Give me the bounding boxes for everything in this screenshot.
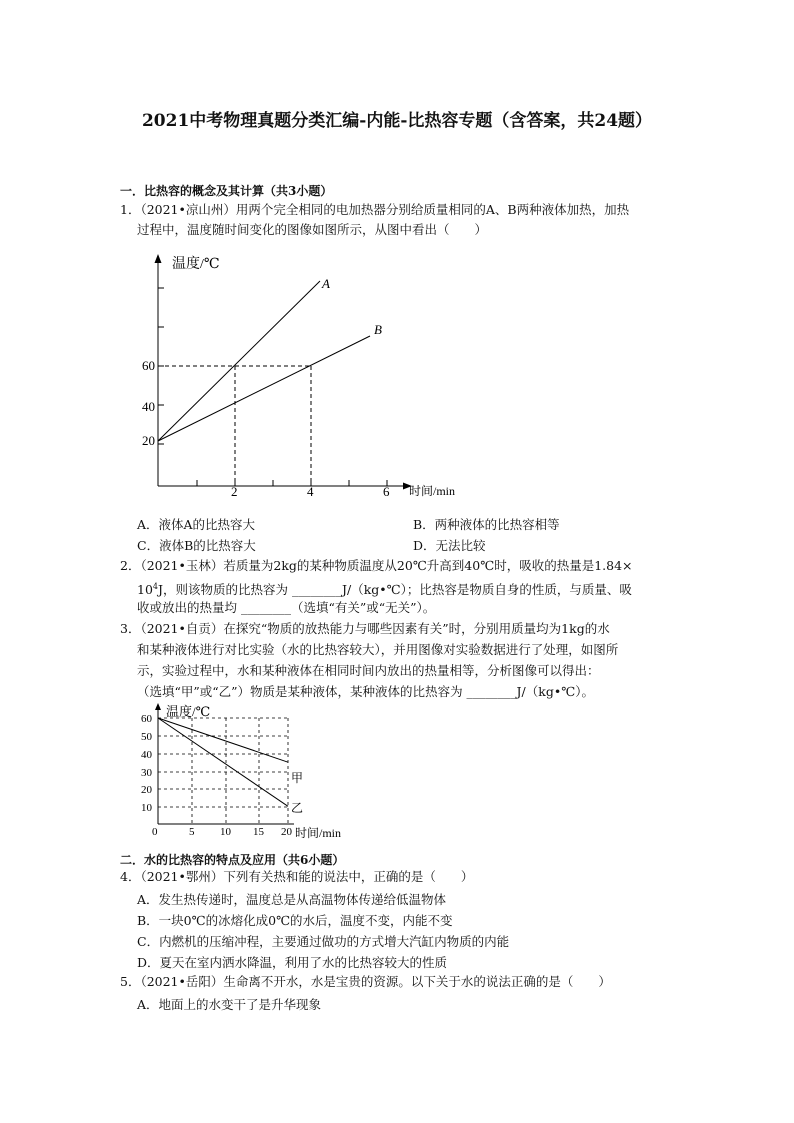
q5-option-a[interactable]: A．地面上的水变干了是升华现象: [137, 997, 322, 1012]
chart-2-x-tick-label-15: 15: [253, 826, 264, 838]
chart-2-x-tick-label-20: 20: [281, 826, 292, 838]
chart-2-y-label: 温度/℃: [166, 704, 211, 719]
question-3-line-1: 3．（2021•自贡）在探究“物质的放热能力与哪些因素有关”时，分别用质量均为1kg的水: [120, 621, 610, 636]
chart-1-series-a-line: [158, 281, 320, 441]
chart-1-y-tick-label-20: 20: [142, 433, 155, 448]
question-1-line-2: 过程中，温度随时间变化的图像如图所示，从图中看出（ ）: [137, 222, 488, 237]
q2-line-2-rest: J，则该物质的比热容为 ________J/（kg•℃）；比热容是物质自身的性质，与质量、吸: [158, 582, 632, 598]
q4-option-a[interactable]: A．发生热传递时，温度总是从高温物体传递给低温物体: [137, 892, 447, 907]
chart-2-x-label: 时间/min: [295, 826, 342, 840]
chart-1-y-tick-label-60: 60: [142, 358, 155, 373]
q1-option-c[interactable]: C．液体B的比热容大: [137, 538, 256, 553]
chart-2-series-yi-label: 乙: [291, 801, 304, 815]
q4-option-d[interactable]: D．夏天在室内洒水降温，利用了水的比热容较大的性质: [137, 955, 448, 970]
q1-option-a[interactable]: A．液体A的比热容大: [137, 517, 256, 532]
chart-1-y-tick-label-40: 40: [142, 399, 155, 414]
question-2-line-3: 收或放出的热量均 ________（选填“有关”或“无关”）。: [137, 600, 436, 615]
question-3-line-3: 示，实验过程中，水和某种液体在相同时间内放出的热量相等，分析图像可以得出：: [137, 663, 600, 678]
chart-2-series-jia-line: [158, 718, 288, 762]
q2-power-base: 10: [137, 582, 153, 598]
question-2-line-1: 2．（2021•玉林）若质量为2kg的某种物质温度从20℃升高到40℃时，吸收的热量是1.84×: [120, 558, 633, 573]
chart-2-series-yi-line: [158, 718, 288, 806]
chart-2-y-arrow: [155, 703, 161, 710]
q1-option-b[interactable]: B．两种液体的比热容相等: [413, 517, 560, 532]
chart-2-series-jia-label: 甲: [291, 771, 304, 785]
chart-1-y-label: 温度/℃: [172, 257, 220, 272]
chart-2-x-tick-label-5: 5: [189, 826, 195, 838]
chart-1-x-tick-label-4: 4: [307, 484, 314, 499]
chart-2-y-tick-label-50: 50: [141, 731, 152, 743]
section-heading-2: 二．水的比热容的特点及应用（共6小题）: [120, 853, 345, 867]
chart-2-y-tick-label-20: 20: [141, 784, 152, 796]
question-3-line-2: 和某种液体进行对比实验（水的比热容较大），并用图像对实验数据进行了处理，如图所: [137, 642, 619, 657]
chart-2: [138, 702, 368, 844]
q4-option-c[interactable]: C．内燃机的压缩冲程，主要通过做功的方式增大汽缸内物质的内能: [137, 934, 510, 949]
q2-power-exponent: 4: [152, 582, 158, 591]
question-2-line-2: [137, 578, 632, 599]
chart-2-x-tick-label-0: 0: [152, 826, 158, 838]
page-title: 2021中考物理真题分类汇编-内能-比热容专题（含答案，共24题）: [141, 111, 653, 131]
chart-2-x-tick-label-10: 10: [220, 826, 231, 838]
question-1-line-1: 1．（2021•凉山州）用两个完全相同的电加热器分别给质量相同的A、B两种液体加热，加热: [120, 202, 630, 217]
q1-option-d[interactable]: D．无法比较: [413, 538, 486, 553]
chart-2-y-tick-label-60: 60: [141, 713, 152, 725]
chart-1-series-a-label: A: [322, 276, 330, 291]
chart-1-series-b-label: B: [374, 322, 382, 337]
chart-1-x-tick-label-2: 2: [231, 484, 238, 499]
chart-1-series-b-line: [158, 336, 370, 441]
question-5-stem: 5．（2021•岳阳）生命离不开水，水是宝贵的资源。以下关于水的说法正确的是（ ）: [120, 974, 611, 989]
chart-1-y-arrow: [155, 254, 162, 263]
section-heading-1: 一．比热容的概念及其计算（共3小题）: [120, 184, 333, 198]
question-3-line-4: （选填“甲”或“乙”）物质是某种液体，某种液体的比热容为 ________J/（kg•℃）。: [137, 684, 594, 699]
chart-2-y-tick-label-10: 10: [141, 802, 152, 814]
q4-option-b[interactable]: B．一块0℃的冰熔化成0℃的水后，温度不变，内能不变: [137, 913, 453, 928]
chart-2-y-tick-label-40: 40: [141, 749, 152, 761]
chart-1: [120, 248, 480, 503]
chart-2-y-tick-label-30: 30: [141, 767, 152, 779]
chart-1-x-tick-label-6: 6: [383, 484, 390, 499]
chart-1-x-label: 时间/min: [409, 484, 456, 498]
question-4-stem: 4．（2021•鄂州）下列有关热和能的说法中，正确的是（ ）: [120, 869, 474, 884]
